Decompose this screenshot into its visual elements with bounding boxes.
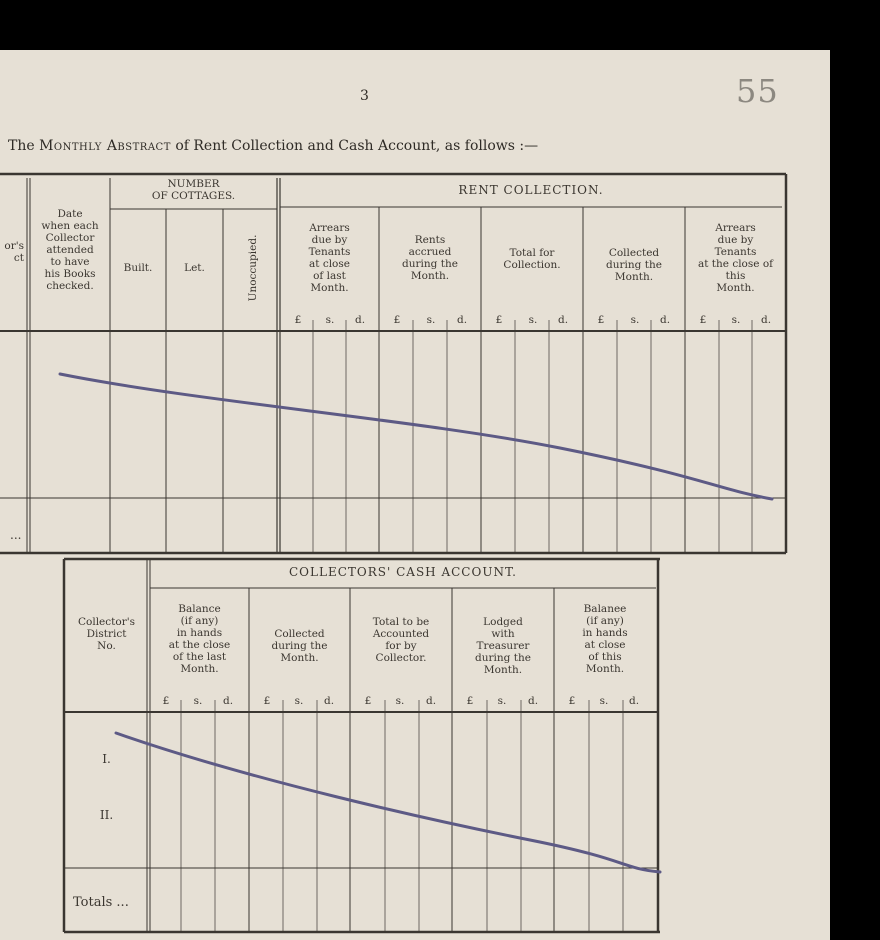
money-unit-pounds: £: [466, 695, 474, 707]
money-unit-pounds: £: [699, 314, 707, 326]
money-unit-shillings: s.: [731, 314, 741, 326]
money-unit-shillings: s.: [630, 314, 640, 326]
money-unit-pence: d.: [628, 695, 640, 707]
money-unit-pence: d.: [659, 314, 671, 326]
money-unit-shillings: s.: [426, 314, 436, 326]
pencil-strike-upper: [60, 374, 772, 499]
money-unit-pounds: £: [364, 695, 372, 707]
money-unit-pence: d.: [323, 695, 335, 707]
money-unit-shillings: s.: [294, 695, 304, 707]
document-page: [0, 50, 830, 940]
let-col-header: Let.: [184, 262, 205, 274]
money-unit-pence: d.: [456, 314, 468, 326]
rent-collection-group-header: RENT COLLECTION.: [458, 183, 604, 197]
district-row-label: II.: [99, 808, 114, 822]
money-unit-shillings: s.: [599, 695, 609, 707]
cottages-group-header: NUMBER OF COTTAGES.: [151, 178, 236, 202]
money-unit-pence: d.: [425, 695, 437, 707]
money-unit-pounds: £: [393, 314, 401, 326]
money-unit-pence: d.: [760, 314, 772, 326]
heading-prefix: The: [8, 138, 40, 154]
money-unit-shillings: s.: [528, 314, 538, 326]
rent-col-5-header: Arrears due by Tenants at the close of this Month.: [697, 222, 774, 294]
cash-col-2-header: Collected during the Month.: [271, 628, 328, 664]
rent-col-4-header: Collected during the Month.: [606, 247, 662, 283]
money-unit-shillings: s.: [193, 695, 203, 707]
money-unit-pence: d.: [354, 314, 366, 326]
money-unit-shillings: s.: [497, 695, 507, 707]
unoccupied-col-header: Unoccupied.: [247, 234, 259, 302]
district-no-col-header: Collector's District No.: [77, 616, 135, 652]
cash-account-group-header: COLLECTORS' CASH ACCOUNT.: [289, 565, 517, 579]
money-unit-pence: d.: [527, 695, 539, 707]
money-unit-pence: d.: [222, 695, 234, 707]
heading-rest: of Rent Collection and Cash Account, as follows :—: [170, 138, 539, 154]
money-unit-pounds: £: [568, 695, 576, 707]
rent-col-2-header: Rents accrued during the Month.: [402, 234, 458, 282]
cash-col-5-header: Balanee (if any) in hands at close of this Month.: [582, 603, 628, 675]
cash-col-4-header: Lodged with Treasurer during the Month.: [475, 616, 531, 676]
rent-col-3-header: Total for Collection.: [503, 247, 561, 271]
district-row-label: I.: [102, 752, 111, 766]
cash-col-1-header: Balance (if any) in hands at the close of the last Month.: [168, 603, 231, 675]
money-unit-pence: d.: [557, 314, 569, 326]
date-col-header: Date when each Collector attended to have his Books checked.: [41, 208, 99, 292]
money-unit-pounds: £: [263, 695, 271, 707]
pencil-strike-lower: [116, 733, 660, 872]
money-unit-pounds: £: [597, 314, 605, 326]
heading-small-caps: Monthly Abstract: [39, 138, 171, 154]
cash-col-3-header: Total to be Accounted for by Collector.: [372, 616, 430, 664]
rent-col-1-header: Arrears due by Tenants at close of last Month.: [308, 222, 351, 294]
district-col-header-cut: or's ct: [4, 240, 24, 264]
money-unit-pounds: £: [162, 695, 170, 707]
page-number: 3: [360, 88, 369, 104]
money-unit-pounds: £: [495, 314, 503, 326]
stamped-page-number: 55: [736, 72, 779, 110]
money-unit-shillings: s.: [395, 695, 405, 707]
totals-dots: ...: [10, 528, 22, 542]
money-unit-shillings: s.: [325, 314, 335, 326]
built-col-header: Built.: [123, 262, 153, 274]
money-unit-pounds: £: [294, 314, 302, 326]
totals-row-label: Totals ...: [73, 895, 129, 910]
